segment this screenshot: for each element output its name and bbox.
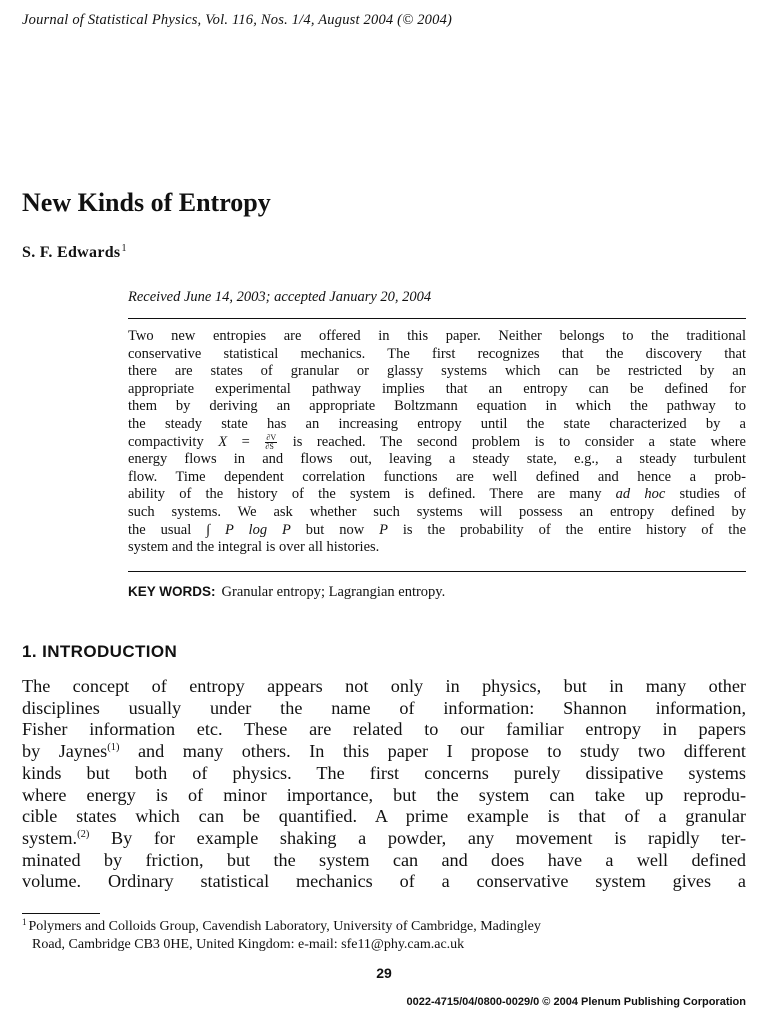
intro-line: minated by friction, but the system can and does have a well defined	[22, 849, 746, 870]
abstract-line: there are states of granular or glassy systems which can be restricted by an	[128, 363, 746, 380]
keywords-label: KEY WORDS:	[128, 584, 216, 599]
footnote-line: Road, Cambridge CB3 0HE, United Kingdom: e-mail: sfe11@phy.cam.ac.uk	[32, 937, 465, 952]
abstract-line-formula: the usual ∫ P log P but now P is the probability of the entire history of the	[128, 521, 747, 538]
abstract-line-adhoc: ability of the history of the system is defined. There are many ad hoc studies of	[128, 486, 747, 503]
article-title: New Kinds of Entropy	[22, 188, 271, 217]
footnote-rule	[22, 913, 100, 914]
page-number: 29	[376, 965, 392, 981]
citation-ref: (1)	[107, 742, 120, 754]
intro-line: kinds but both of physics. The first concerns purely dissipative systems	[22, 762, 746, 783]
probability-symbol: P	[379, 521, 388, 538]
fraction-numerator: ∂V	[266, 432, 277, 442]
abstract-line: conservative statistical mechanics. The first recognizes that the discovery that	[128, 345, 746, 362]
intro-line: The concept of entropy appears not only in physics, but in many other	[22, 676, 746, 696]
intro-line: volume. Ordinary statistical mechanics of a conservative system gives a	[22, 871, 746, 892]
intro-line: system.$^{(2)}$ By for example shaking a powder, any movement is rapidly ter-	[22, 827, 746, 848]
intro-line: cible states which can be quantified. A prime example is that of a granular	[22, 806, 746, 827]
entropy-formula: ∫ P log P	[206, 521, 291, 538]
abstract-bottom-rule	[128, 571, 746, 572]
ad-hoc-italic: ad hoc	[615, 486, 666, 503]
footnote-mark: 1	[22, 917, 27, 927]
keywords	[128, 584, 445, 601]
journal-header: Journal of Statistical Physics, Vol. 116, Nos. 1/4, August 2004 (© 2004)	[22, 12, 453, 28]
abstract-top-rule	[128, 318, 746, 319]
introduction-body	[22, 676, 746, 893]
fraction-denominator: ∂S	[265, 441, 274, 451]
abstract-line-compactivity: compactivity X = $\frac{\partial V}{\partial S}$ is reached. The second problem is to consider a state where	[128, 432, 746, 451]
intro-line: by Jaynes$^{(1)}$ and many others. In this paper I propose to study two different	[22, 741, 746, 762]
abstract	[128, 328, 746, 557]
author-line	[22, 243, 127, 262]
abstract-line: them by deriving an appropriate Boltzmann equation in which the pathway to	[128, 398, 746, 415]
abstract-line: system and the integral is over all histories.	[128, 539, 380, 556]
section-heading: 1. INTRODUCTION	[22, 642, 178, 661]
footnote	[22, 918, 746, 954]
abstract-line: the steady state has an increasing entropy until the state characterized by a	[128, 415, 746, 432]
abstract-line: Two new entropies are offered in this paper. Neither belongs to the traditional	[128, 328, 746, 344]
abstract-line: flow. Time dependent correlation functions are well defined and hence a prob-	[128, 468, 746, 485]
abstract-line: appropriate experimental pathway implies that an entropy can be defined for	[128, 380, 746, 397]
footnote-line: $^1$ Polymers and Colloids Group, Cavendish Laboratory, University of Cambridge, Madingley	[22, 917, 541, 934]
abstract-line: energy flows in and flows out, leaving a steady state, e.g., a steady turbulent	[128, 451, 746, 468]
keywords-value: Granular entropy; Lagrangian entropy.	[221, 584, 446, 600]
author-footnote-mark: 1	[121, 243, 127, 254]
author-name: S. F. Edwards	[22, 244, 121, 261]
intro-line: where energy is of minor importance, but the system can take up reprodu-	[22, 784, 746, 805]
partial-derivative-fraction	[265, 434, 277, 451]
intro-line: disciplines usually under the name of information: Shannon information,	[22, 697, 746, 718]
received-dates: Received June 14, 2003; accepted January 20, 2004	[128, 289, 432, 305]
intro-line: Fisher information etc. These are related to our familiar entropy in papers	[22, 719, 746, 740]
citation-ref: (2)	[77, 828, 90, 840]
abstract-line: such systems. We ask whether such systems will possess an entropy defined by	[128, 503, 746, 520]
copyright-line: 0022-4715/04/0800-0029/0 © 2004 Plenum Publishing Corporation	[406, 996, 746, 1008]
compactivity-symbol: X	[218, 433, 228, 450]
